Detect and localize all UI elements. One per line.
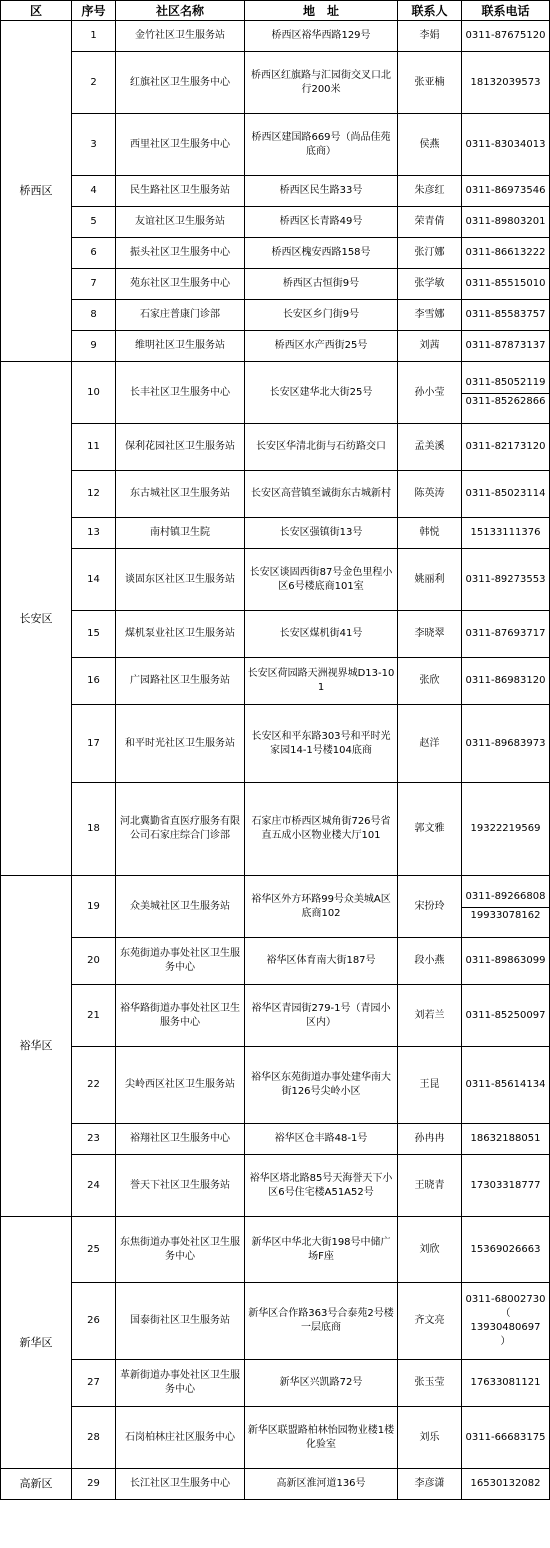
contact-cell: 李雪娜 [398,300,462,331]
phone-line: 19933078162 [462,907,549,923]
name-cell: 谈固东区社区卫生服务站 [116,549,245,611]
table-row [1,783,550,876]
phone-cell [462,1217,550,1283]
phone-cell [462,300,550,331]
contact-cell: 李彦潇 [398,1469,462,1500]
district-cell: 高新区 [1,1469,72,1500]
phone-line: 17303318777 [470,1179,541,1191]
name-cell: 友谊社区卫生服务站 [116,207,245,238]
address-cell: 长安区建华北大街25号 [245,362,398,424]
phone-line: 0311-87693717 [465,628,546,639]
phone-line: ） [500,1336,511,1347]
phone-line: 0311-68002730 [465,1294,546,1305]
name-cell: 国泰街社区卫生服务站 [116,1283,245,1360]
phone-cell [462,1283,550,1360]
seq-cell: 9 [72,331,116,362]
name-cell: 西里社区卫生服务中心 [116,114,245,176]
name-cell: 广园路社区卫生服务站 [116,658,245,705]
address-cell: 新华区联盟路柏林怡园物业楼1楼化验室 [245,1407,398,1469]
phone-cell [462,1469,550,1500]
phone-line: 0311-85262866 [462,393,549,409]
phone-line: 18632188051 [470,1133,541,1144]
seq-cell: 25 [72,1217,116,1283]
phone-line: 0311-89266808 [465,891,546,902]
name-cell: 维明社区卫生服务站 [116,331,245,362]
district-cell: 桥西区 [1,21,72,362]
address-cell: 桥西区建国路669号（尚品佳苑底商） [245,114,398,176]
address-cell: 桥西区古恒街9号 [245,269,398,300]
table-row [1,1469,550,1500]
seq-cell: 26 [72,1283,116,1360]
phone-cell [462,238,550,269]
phone-line: 15369026663 [470,1243,541,1255]
table-body [1,21,550,1500]
contact-cell: 王晓青 [398,1155,462,1217]
contact-cell: 孟美溪 [398,424,462,471]
header-phone: 联系电话 [462,1,550,21]
phone-line: 0311-89683973 [465,737,546,749]
table-row [1,1360,550,1407]
address-cell: 裕华区东苑街道办事处建华南大街126号尖岭小区 [245,1047,398,1124]
phone-cell [462,362,550,424]
address-cell: 桥西区红旗路与汇园街交叉口北行200米 [245,52,398,114]
phone-cell [462,611,550,658]
seq-cell: 29 [72,1469,116,1500]
phone-cell [462,176,550,207]
table-row [1,424,550,471]
table-row [1,518,550,549]
table-row [1,1047,550,1124]
contact-cell: 孙小莹 [398,362,462,424]
phone-cell [462,658,550,705]
header-name: 社区名称 [116,1,245,21]
phone-cell [462,985,550,1047]
phone-cell [462,52,550,114]
contact-cell: 王昆 [398,1047,462,1124]
contact-cell: 荣青倩 [398,207,462,238]
name-cell: 东苑街道办事处社区卫生服务中心 [116,938,245,985]
address-cell: 裕华区仓丰路48-1号 [245,1124,398,1155]
header-district: 区 [1,1,72,21]
table-row [1,1407,550,1469]
seq-cell: 1 [72,21,116,52]
table-row [1,705,550,783]
phone-line: 0311-66683175 [465,1431,546,1443]
contact-cell: 李晓翠 [398,611,462,658]
address-cell: 长安区高营镇至诚街东古城新村 [245,471,398,518]
seq-cell: 5 [72,207,116,238]
contact-cell: 段小燕 [398,938,462,985]
table-row [1,21,550,52]
contact-cell: 赵洋 [398,705,462,783]
seq-cell: 21 [72,985,116,1047]
table-row [1,549,550,611]
phone-cell [462,1360,550,1407]
contact-cell: 陈英涛 [398,471,462,518]
address-cell: 裕华区塔北路85号天海誉天下小区6号住宅楼A51A52号 [245,1155,398,1217]
phone-line: 0311-86983120 [465,675,546,686]
seq-cell: 28 [72,1407,116,1469]
phone-line: 0311-85052119 [465,377,546,388]
table-row [1,611,550,658]
seq-cell: 24 [72,1155,116,1217]
contact-cell: 齐文亮 [398,1283,462,1360]
contact-cell: 郭文雅 [398,783,462,876]
seq-cell: 23 [72,1124,116,1155]
contact-cell: 朱彦红 [398,176,462,207]
contact-cell: 姚丽利 [398,549,462,611]
seq-cell: 10 [72,362,116,424]
name-cell: 保利花园社区卫生服务站 [116,424,245,471]
name-cell: 红旗社区卫生服务中心 [116,52,245,114]
phone-line: （ [500,1308,511,1319]
district-cell: 裕华区 [1,876,72,1217]
table-row [1,1155,550,1217]
phone-cell [462,471,550,518]
seq-cell: 19 [72,876,116,938]
address-cell: 裕华区外方环路99号众美城A区底商102 [245,876,398,938]
address-cell: 长安区强镇街13号 [245,518,398,549]
name-cell: 东焦街道办事处社区卫生服务中心 [116,1217,245,1283]
seq-cell: 11 [72,424,116,471]
seq-cell: 12 [72,471,116,518]
address-cell: 桥西区水产西街25号 [245,331,398,362]
table-row [1,1124,550,1155]
contact-cell: 张亚楠 [398,52,462,114]
name-cell: 长丰社区卫生服务中心 [116,362,245,424]
name-cell: 金竹社区卫生服务站 [116,21,245,52]
name-cell: 河北冀勤省直医疗服务有限公司石家庄综合门诊部 [116,783,245,876]
contact-cell: 侯燕 [398,114,462,176]
name-cell: 石岗柏林庄社区服务中心 [116,1407,245,1469]
phone-line: 16530132082 [470,1478,541,1489]
phone-cell [462,876,550,938]
phone-line: 0311-83034013 [465,138,546,150]
phone-line: 0311-85250097 [465,1009,546,1021]
address-cell: 高新区淮河道136号 [245,1469,398,1500]
contact-cell: 刘茜 [398,331,462,362]
seq-cell: 27 [72,1360,116,1407]
address-cell: 新华区兴凯路72号 [245,1360,398,1407]
phone-line: 0311-85515010 [465,278,546,289]
header-row [1,1,550,21]
phone-cell [462,518,550,549]
seq-cell: 7 [72,269,116,300]
name-cell: 裕翔社区卫生服务中心 [116,1124,245,1155]
table-row [1,207,550,238]
table-row [1,1217,550,1283]
address-cell: 长安区谈固西街87号金色里程小区6号楼底商101室 [245,549,398,611]
table-row [1,52,550,114]
name-cell: 苑东社区卫生服务中心 [116,269,245,300]
header-address: 地 址 [245,1,398,21]
table-row [1,471,550,518]
name-cell: 革新街道办事处社区卫生服务中心 [116,1360,245,1407]
contact-cell: 张玉莹 [398,1360,462,1407]
table-row [1,331,550,362]
phone-line: 18132039573 [470,76,541,88]
table-row [1,176,550,207]
address-cell: 桥西区长青路49号 [245,207,398,238]
phone-cell [462,207,550,238]
phone-line: 13930480697 [470,1322,541,1333]
phone-line: 0311-85023114 [465,488,546,499]
address-cell: 新华区中华北大街198号中储广场F座 [245,1217,398,1283]
phone-cell [462,269,550,300]
phone-cell [462,549,550,611]
table-row [1,300,550,331]
table-row [1,658,550,705]
seq-cell: 22 [72,1047,116,1124]
name-cell: 裕华路街道办事处社区卫生服务中心 [116,985,245,1047]
name-cell: 石家庄普康门诊部 [116,300,245,331]
name-cell: 振头社区卫生服务中心 [116,238,245,269]
table-row [1,269,550,300]
phone-cell [462,705,550,783]
name-cell: 尖岭西区社区卫生服务站 [116,1047,245,1124]
address-cell: 桥西区槐安西路158号 [245,238,398,269]
table-row [1,1283,550,1360]
name-cell: 煤机泵业社区卫生服务站 [116,611,245,658]
address-cell: 长安区煤机街41号 [245,611,398,658]
phone-line: 0311-85614134 [465,1079,546,1090]
contact-cell: 刘欣 [398,1217,462,1283]
name-cell: 誉天下社区卫生服务站 [116,1155,245,1217]
phone-cell [462,331,550,362]
name-cell: 长江社区卫生服务中心 [116,1469,245,1500]
phone-cell [462,1047,550,1124]
header-contact: 联系人 [398,1,462,21]
phone-line: 0311-89273553 [465,573,546,585]
address-cell: 石家庄市桥西区城角街726号省直五成小区物业楼大厅101 [245,783,398,876]
seq-cell: 8 [72,300,116,331]
address-cell: 桥西区民生路33号 [245,176,398,207]
seq-cell: 16 [72,658,116,705]
seq-cell: 13 [72,518,116,549]
address-cell: 桥西区裕华西路129号 [245,21,398,52]
address-cell: 裕华区青园街279-1号（青园小区内） [245,985,398,1047]
phone-line: 0311-87873137 [465,340,546,351]
phone-line: 15133111376 [470,527,541,538]
seq-cell: 3 [72,114,116,176]
seq-cell: 18 [72,783,116,876]
name-cell: 南村镇卫生院 [116,518,245,549]
phone-line: 0311-89863099 [465,955,546,966]
address-cell: 长安区华清北街与石纺路交口 [245,424,398,471]
phone-cell [462,1155,550,1217]
phone-line: 0311-87675120 [465,30,546,41]
address-cell: 新华区合作路363号合泰苑2号楼一层底商 [245,1283,398,1360]
contact-cell: 韩悦 [398,518,462,549]
seq-cell: 6 [72,238,116,269]
phone-line: 0311-86613222 [465,247,546,258]
phone-line: 17633081121 [470,1377,541,1388]
district-cell: 新华区 [1,1217,72,1469]
seq-cell: 15 [72,611,116,658]
contact-cell: 刘乐 [398,1407,462,1469]
phone-line: 0311-82173120 [465,441,546,452]
table-row [1,985,550,1047]
table-row [1,362,550,424]
phone-cell [462,114,550,176]
contact-cell: 刘若兰 [398,985,462,1047]
phone-cell [462,783,550,876]
seq-cell: 14 [72,549,116,611]
address-cell: 长安区荷园路天洲视界城D13-101 [245,658,398,705]
table-row [1,238,550,269]
phone-line: 0311-89803201 [465,216,546,227]
contact-cell: 宋扮玲 [398,876,462,938]
phone-cell [462,1124,550,1155]
phone-cell [462,938,550,985]
header-seq: 序号 [72,1,116,21]
seq-cell: 2 [72,52,116,114]
table-row [1,114,550,176]
name-cell: 众美城社区卫生服务站 [116,876,245,938]
address-cell: 裕华区体育南大街187号 [245,938,398,985]
contact-cell: 李娟 [398,21,462,52]
table-row [1,938,550,985]
address-cell: 长安区乡门街9号 [245,300,398,331]
table-row [1,876,550,938]
contact-cell: 张汀娜 [398,238,462,269]
district-cell: 长安区 [1,362,72,876]
name-cell: 东古城社区卫生服务站 [116,471,245,518]
name-cell: 民生路社区卫生服务站 [116,176,245,207]
phone-cell [462,1407,550,1469]
seq-cell: 20 [72,938,116,985]
phone-cell [462,21,550,52]
seq-cell: 17 [72,705,116,783]
contact-cell: 孙冉冉 [398,1124,462,1155]
seq-cell: 4 [72,176,116,207]
address-cell: 长安区和平东路303号和平时光家园14-1号楼104底商 [245,705,398,783]
phone-line: 0311-85583757 [465,309,546,320]
contact-cell: 张学敏 [398,269,462,300]
phone-cell [462,424,550,471]
phone-line: 19322219569 [470,823,541,834]
name-cell: 和平时光社区卫生服务站 [116,705,245,783]
contact-cell: 张欣 [398,658,462,705]
phone-line: 0311-86973546 [465,185,546,196]
